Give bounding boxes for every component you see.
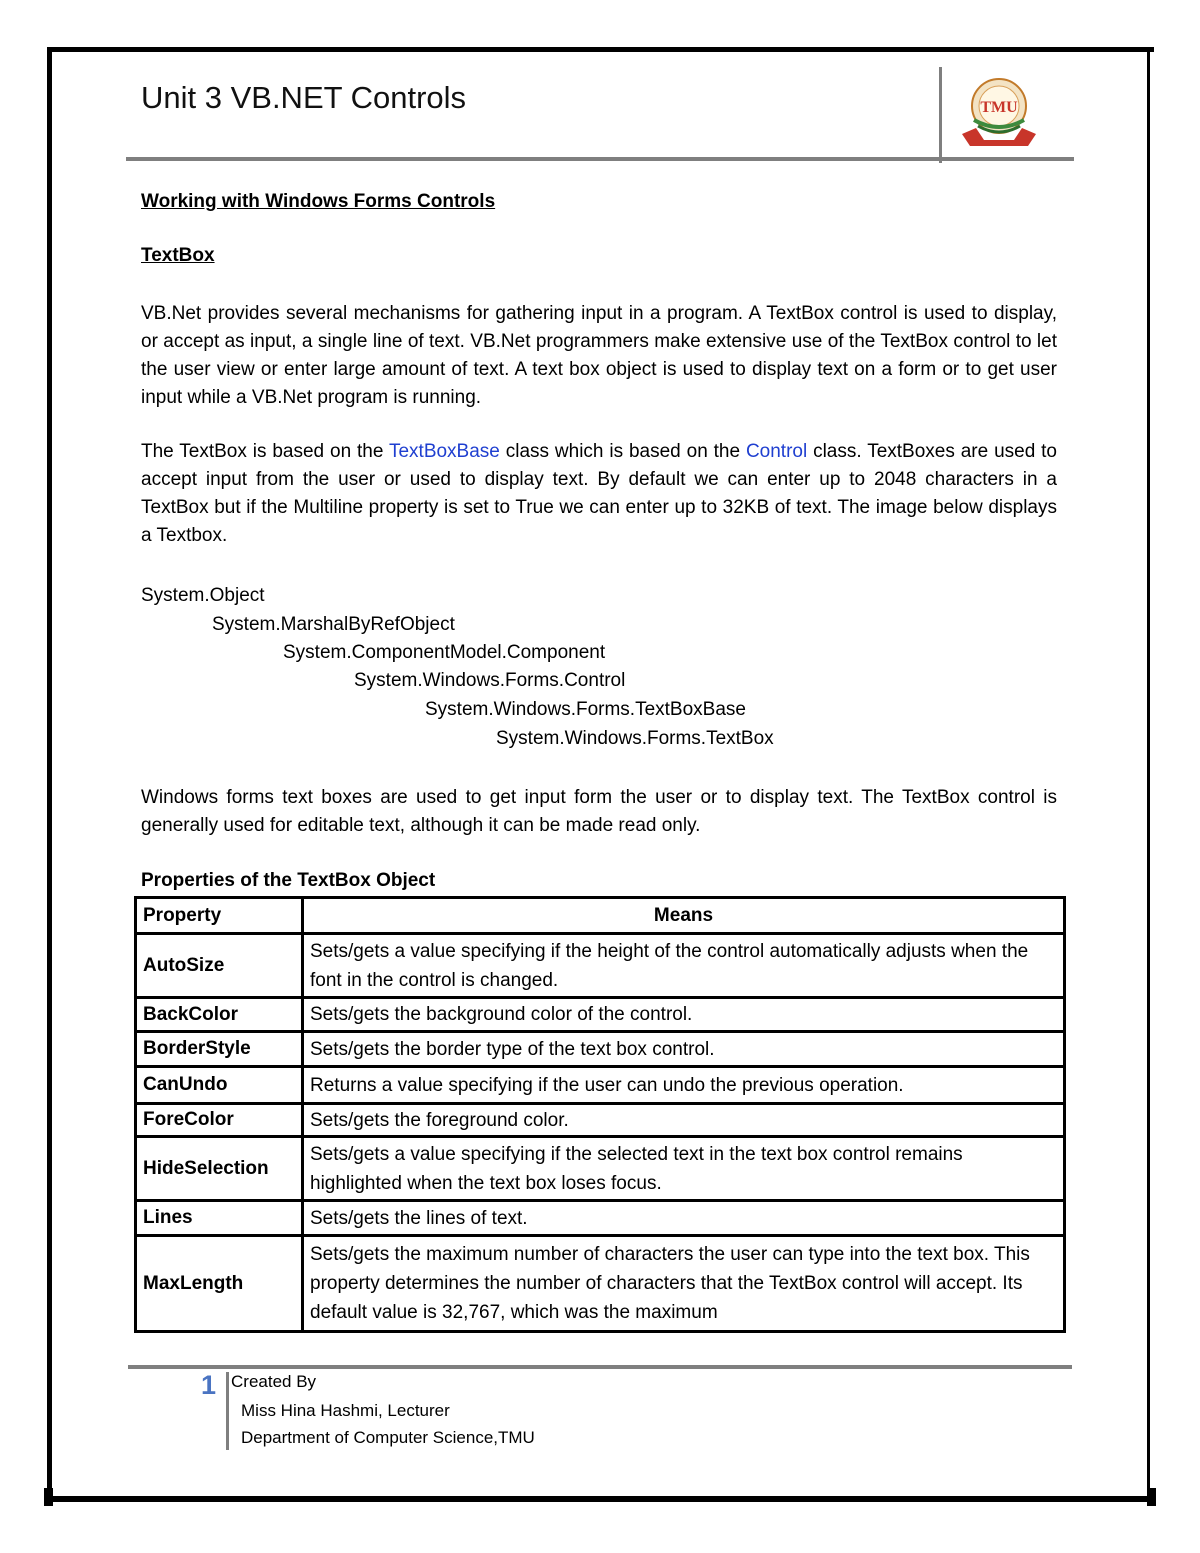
hierarchy-item: System.Windows.Forms.TextBoxBase bbox=[425, 699, 746, 720]
based-on-text-2: class which is based on the bbox=[499, 441, 746, 462]
page-number: 1 bbox=[201, 1370, 217, 1400]
footer-department: Department of Computer Science,TMU bbox=[241, 1428, 535, 1447]
textboxbase-link[interactable]: TextBoxBase bbox=[388, 441, 500, 462]
header-rule bbox=[126, 157, 1074, 161]
table-row bbox=[136, 1201, 1065, 1236]
page-border-top bbox=[48, 47, 1154, 52]
property-desc: Sets/gets the border type of the text box control. bbox=[303, 1032, 1065, 1067]
property-name: MaxLength bbox=[136, 1236, 303, 1332]
usage-paragraph: Windows forms text boxes are used to get input form the user or to display text. The TextBox control is generally used for editable text, although it can be made read only. bbox=[141, 787, 1057, 836]
based-on-text-3: class. TextBoxes are used to accept input from the user or used to display text. By default we can enter up to 2048 characters in a TextBox but if the Multiline property is set to True we can enter up to 32KB of text. The image below displays a Textbox. bbox=[141, 441, 1057, 546]
hierarchy-item: System.Windows.Forms.TextBox bbox=[496, 728, 774, 749]
based-on-text-1: The TextBox is based on the bbox=[141, 441, 389, 462]
intro-paragraph: VB.Net provides several mechanisms for gathering input in a program. A TextBox control is used to display, or accept as input, a single line of text. VB.Net programmers make extensive use of the TextBox control to let the user view or enter large amount of text. A text box object is used to display text on a form or to get user input while a VB.Net program is running. bbox=[141, 303, 1057, 408]
table-row bbox=[136, 998, 1065, 1032]
header-property: Property bbox=[136, 898, 303, 934]
footer-created-by: Created By bbox=[231, 1372, 317, 1391]
property-desc: Sets/gets the background color of the control. bbox=[303, 998, 1065, 1032]
page-title: Unit 3 VB.NET Controls bbox=[141, 80, 467, 115]
property-name: BorderStyle bbox=[136, 1032, 303, 1067]
control-link[interactable]: Control bbox=[745, 441, 808, 462]
hierarchy-item: System.MarshalByRefObject bbox=[212, 614, 455, 635]
table-row bbox=[136, 1104, 1065, 1137]
table-row bbox=[136, 1067, 1065, 1104]
page-border-corner-left bbox=[44, 1488, 53, 1506]
tmu-logo bbox=[954, 76, 1044, 156]
page-border-left bbox=[47, 47, 52, 1502]
property-name: Lines bbox=[136, 1201, 303, 1236]
property-desc: Sets/gets a value specifying if the height of the control automatically adjusts when the font in the control is changed. bbox=[303, 934, 1065, 998]
property-name: ForeColor bbox=[136, 1104, 303, 1137]
subsection-title: TextBox bbox=[141, 245, 215, 266]
property-name: BackColor bbox=[136, 998, 303, 1032]
footer-author: Miss Hina Hashmi, Lecturer bbox=[241, 1401, 450, 1420]
table-row bbox=[136, 1236, 1065, 1332]
property-desc: Returns a value specifying if the user can undo the previous operation. bbox=[303, 1067, 1065, 1104]
property-name: HideSelection bbox=[136, 1137, 303, 1201]
table-row bbox=[136, 934, 1065, 998]
header-means: Means bbox=[303, 898, 1065, 934]
footer-divider bbox=[226, 1372, 229, 1450]
page-border-bottom bbox=[48, 1496, 1154, 1502]
page-border-right bbox=[1147, 47, 1150, 1502]
logo-text: TMU bbox=[980, 99, 1018, 116]
properties-table bbox=[134, 896, 1066, 1333]
page-border-corner-right bbox=[1147, 1488, 1156, 1506]
property-name: CanUndo bbox=[136, 1067, 303, 1104]
header-divider bbox=[939, 67, 942, 163]
hierarchy-item: System.Object bbox=[141, 585, 265, 606]
hierarchy-item: System.ComponentModel.Component bbox=[283, 642, 606, 663]
property-desc: Sets/gets a value specifying if the selected text in the text box control remains highlighted when the text box loses focus. bbox=[303, 1137, 1065, 1201]
footer-rule bbox=[128, 1365, 1072, 1369]
property-name: AutoSize bbox=[136, 934, 303, 998]
table-row bbox=[136, 1137, 1065, 1201]
properties-table-title: Properties of the TextBox Object bbox=[141, 870, 436, 891]
property-desc: Sets/gets the foreground color. bbox=[303, 1104, 1065, 1137]
table-header-row bbox=[136, 898, 1065, 934]
based-on-paragraph bbox=[141, 438, 1057, 550]
hierarchy-item: System.Windows.Forms.Control bbox=[354, 670, 626, 691]
property-desc: Sets/gets the maximum number of characters the user can type into the text box. This property determines the number of characters that the TextBox control will accept. Its default value is 32,767, which was the maximum bbox=[303, 1236, 1065, 1332]
section-title: Working with Windows Forms Controls bbox=[141, 191, 496, 212]
property-desc: Sets/gets the lines of text. bbox=[303, 1201, 1065, 1236]
table-row bbox=[136, 1032, 1065, 1067]
